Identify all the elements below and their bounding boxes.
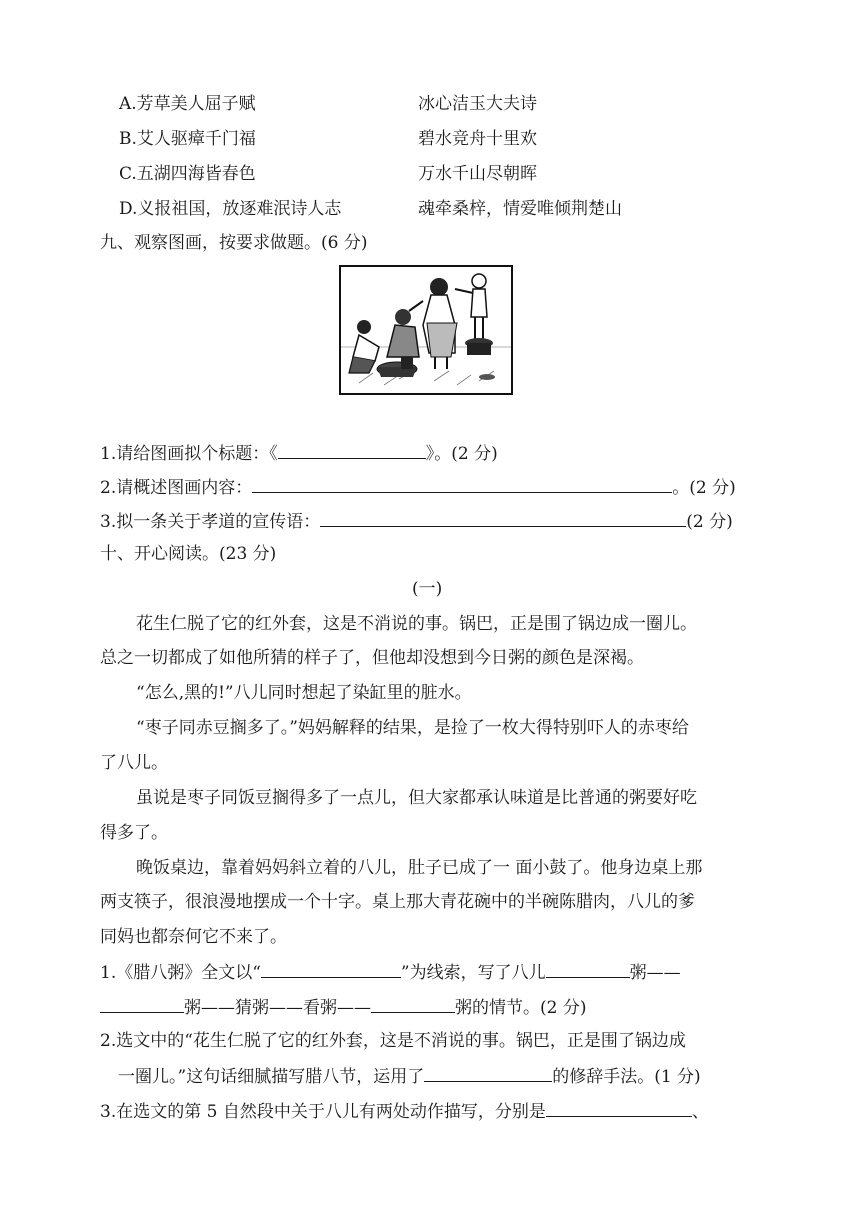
s9-q2-prefix: 2.请概述图画内容： — [100, 478, 253, 498]
option-a-right: 冰心洁玉大夫诗 — [418, 94, 537, 114]
s9-q3-suffix: (2 分) — [686, 512, 733, 532]
passage-subheading: (一) — [412, 579, 443, 599]
option-d-right: 魂牵桑梓，情爱唯倾荆楚山 — [418, 199, 622, 219]
s9-q2-suffix: 。(2 分) — [672, 478, 736, 498]
para3-line2: 了八儿。 — [100, 753, 168, 773]
s10-q1-e: 粥的情节。(2 分) — [455, 998, 587, 1018]
s10-q3-b: 、 — [691, 1102, 709, 1122]
s9-q1-prefix: 1.请给图画拟个标题：《 — [100, 444, 278, 464]
s9-question-3 — [100, 509, 733, 533]
s10-question-3 — [100, 1099, 709, 1123]
option-b-right: 碧水竞舟十里欢 — [418, 129, 537, 149]
s9-q3-prefix: 3.拟一条关于孝道的宣传语： — [100, 512, 321, 532]
para3-line1: “枣子同赤豆搁多了。”妈妈解释的结果，是捡了一枚大得特别吓人的赤枣给 — [136, 718, 689, 738]
s10-question-2-line2 — [118, 1064, 701, 1088]
slogan-answer-blank[interactable] — [320, 509, 686, 527]
s9-question-2 — [100, 475, 736, 499]
s10-q3-a: 3.在选文的第 5 自然段中关于八儿有两处动作描写，分别是 — [100, 1102, 546, 1122]
para1-line1: 花生仁脱了它的红外套，这是不消说的事。锅巴，正是围了锅边成一圈儿。 — [136, 614, 697, 634]
option-c-left: C.五湖四海皆春色 — [119, 164, 256, 184]
s10-q2-a: 一圈儿。”这句话细腻描写腊八节，运用了 — [118, 1067, 425, 1087]
para5-line2: 两支筷子，很浪漫地摆成一个十字。桌上那大青花碗中的半碗陈腊肉，八儿的爹 — [100, 892, 695, 912]
option-c-right: 万水千山尽朝晖 — [418, 164, 537, 184]
second-porridge-blank[interactable] — [100, 995, 184, 1013]
clue-answer-blank[interactable] — [261, 960, 401, 978]
s10-q1-c: 粥—— — [629, 963, 681, 983]
para5-line1: 晚饭桌边，靠着妈妈斜立着的八儿，肚子已成了一 面小鼓了。他身边桌上那 — [136, 858, 703, 878]
s10-q1-d: 粥——猜粥——看粥—— — [184, 998, 371, 1018]
section10-heading: 十、开心阅读。(23 分) — [100, 544, 277, 564]
s10-question-1-line2 — [100, 995, 586, 1019]
s9-question-1 — [100, 441, 498, 465]
family-illustration — [339, 265, 513, 395]
s10-q2-b: 的修辞手法。(1 分) — [552, 1067, 701, 1087]
para4-line2: 得多了。 — [100, 823, 168, 843]
last-porridge-blank[interactable] — [371, 995, 455, 1013]
s10-question-2-line1: 2.选文中的“花生仁脱了它的红外套，这是不消说的事。锅巴，正是围了锅边成 — [100, 1031, 686, 1051]
section9-heading: 九、观察图画，按要求做题。(6 分) — [100, 233, 368, 253]
action-answer-blank-1[interactable] — [546, 1099, 692, 1117]
summary-answer-blank[interactable] — [252, 475, 672, 493]
option-d-left: D.义报祖国，放逐难泯诗人志 — [119, 199, 342, 219]
rhetoric-answer-blank[interactable] — [424, 1064, 552, 1082]
title-answer-blank[interactable] — [278, 441, 426, 459]
para1-line2: 总之一切都成了如他所猜的样子了，但他却没想到今日粥的颜色是深褐。 — [100, 648, 644, 668]
s9-q1-suffix: 》。(2 分) — [425, 444, 498, 464]
option-b-left: B.艾人驱瘴千门福 — [119, 129, 256, 149]
s10-q1-b: ”为线索，写了八儿 — [400, 963, 546, 983]
para5-line3: 同妈也都奈何它不来了。 — [100, 927, 287, 947]
para2-line1: “怎么,黑的!”八儿同时想起了染缸里的脏水。 — [136, 683, 472, 703]
s10-q1-a: 1.《腊八粥》全文以“ — [100, 963, 261, 983]
s10-question-1-line1 — [100, 960, 681, 984]
first-porridge-blank[interactable] — [546, 960, 630, 978]
option-a-left: A.芳草美人屈子赋 — [119, 94, 256, 114]
para4-line1: 虽说是枣子同饭豆搁得多了一点儿，但大家都承认味道是比普通的粥要好吃 — [136, 788, 697, 808]
